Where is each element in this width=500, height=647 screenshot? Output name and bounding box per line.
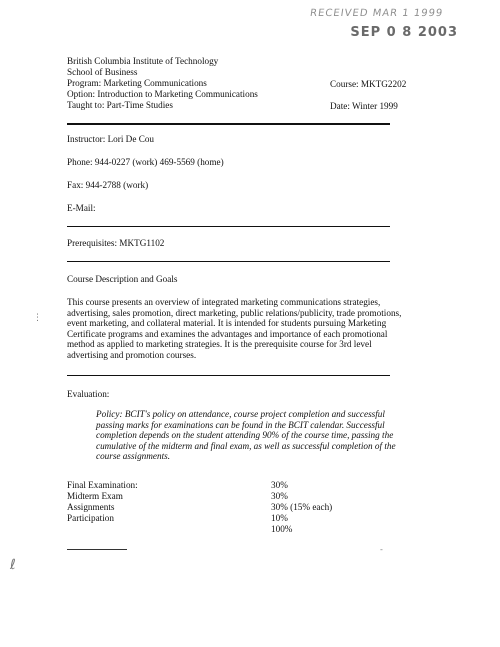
instructor-email: E-Mail: xyxy=(67,203,96,213)
instructor-name: Instructor: Lori De Cou xyxy=(67,134,155,144)
description-heading: Course Description and Goals xyxy=(67,274,178,284)
received-stamp xyxy=(310,8,480,40)
taught-line: Taught to: Part-Time Studies xyxy=(67,100,173,110)
grade-item-label: Final Examination: xyxy=(67,480,138,490)
course-date: Date: Winter 1999 xyxy=(330,101,398,111)
course-code: Course: MKTG2202 xyxy=(330,79,407,89)
option-line: Option: Introduction to Marketing Communications xyxy=(67,89,258,99)
scan-artifact: ⋮ xyxy=(33,313,42,323)
header-divider xyxy=(67,123,390,125)
school-name: School of Business xyxy=(67,67,138,77)
instructor-divider xyxy=(67,226,390,227)
attendance-policy: Policy: BCIT's policy on attendance, course project completion and successful passing marks for examinations can be found in the BCIT calendar. Successful completion depends on the student attending 90% of the course time, passing the cumulative of the midterm and final exam, as well as successful completion of the course assignments. xyxy=(96,409,396,462)
grade-item-label: Participation xyxy=(67,513,114,523)
institute-name: British Columbia Institute of Technology xyxy=(67,56,219,66)
grade-item-label: Midterm Exam xyxy=(67,491,123,501)
program-line: Program: Marketing Communications xyxy=(67,78,207,88)
footer-divider xyxy=(67,549,127,550)
received-stamp-text: RECEIVED MAR 1 1999 xyxy=(309,8,444,19)
instructor-fax: Fax: 944-2788 (work) xyxy=(67,180,149,190)
description-body: This course presents an overview of integrated marketing communications strategies, advertising, sales promotion, direct marketing, public relations/publicity, trade promotions, event marketing, and collateral material. It is intended for students pursuing Marketing Certificate programs and examines the advantages and importance of each promotional method as applied to marketing strategies. It is the prerequisite course for 3rd level advertising and promotion courses. xyxy=(67,297,402,360)
grade-item-value: 10% xyxy=(271,513,288,523)
grade-item-value: 30% xyxy=(271,480,288,490)
grade-item-value: 30% xyxy=(271,491,288,501)
grade-total: 100% xyxy=(271,524,293,534)
prerequisites: Prerequisites: MKTG1102 xyxy=(67,238,165,248)
evaluation-heading: Evaluation: xyxy=(67,389,110,399)
grade-item-value: 30% (15% each) xyxy=(271,502,333,512)
prerequisites-divider xyxy=(67,261,390,262)
description-divider xyxy=(67,375,390,376)
scan-artifact: ℓ xyxy=(10,557,16,573)
date-stamp-text: SEP 0 8 2003 xyxy=(350,25,458,40)
instructor-phone: Phone: 944-0227 (work) 469-5569 (home) xyxy=(67,157,224,167)
scan-speck: - xyxy=(380,545,383,554)
grade-item-label: Assignments xyxy=(67,502,115,512)
